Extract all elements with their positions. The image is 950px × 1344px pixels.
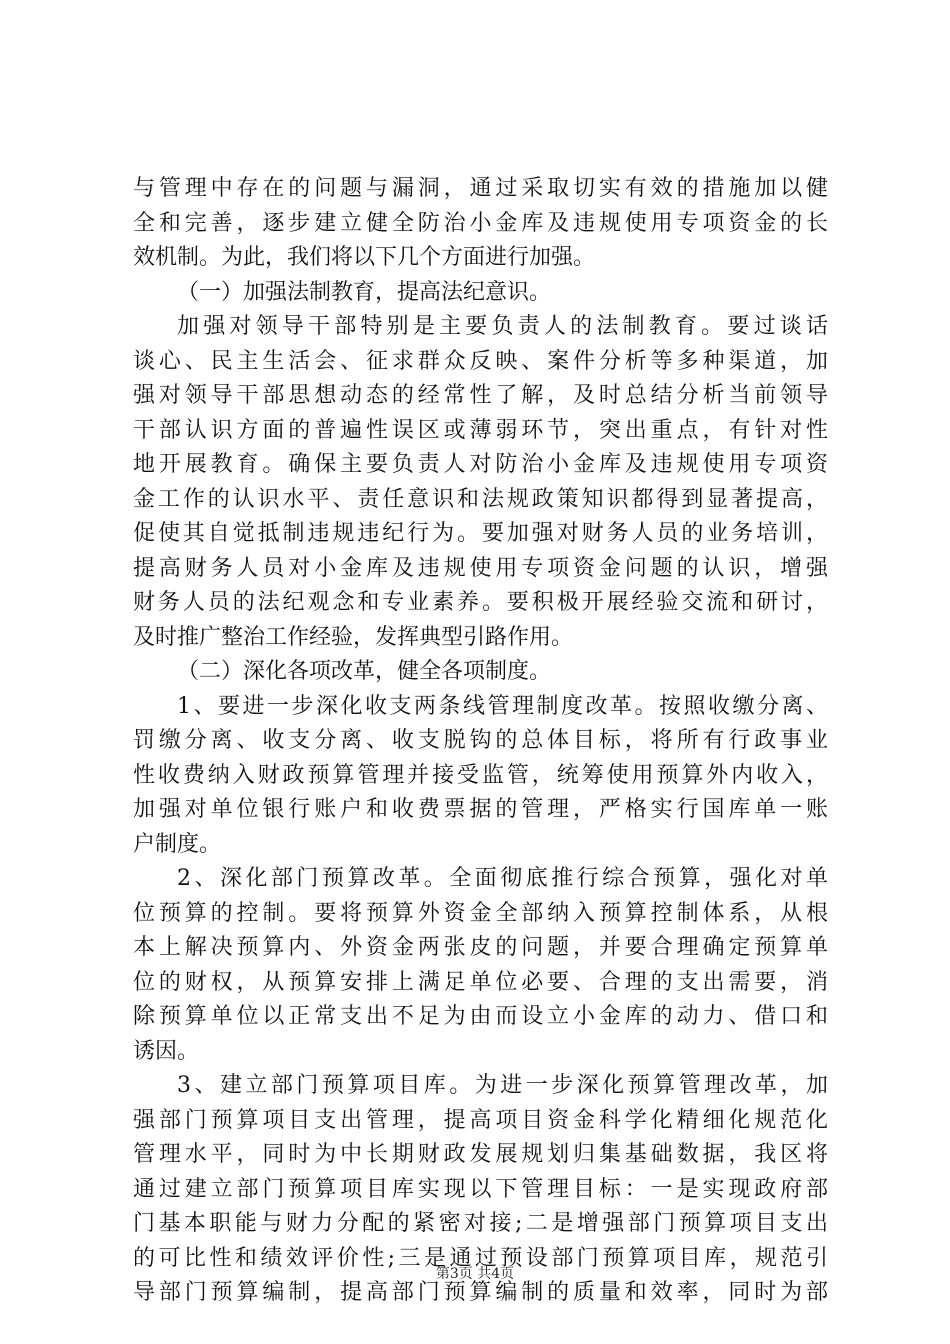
body-line: 性收费纳入财政预算管理并接受监管，统筹使用预算外内收入， (133, 762, 828, 788)
body-line: 通过建立部门预算项目库实现以下管理目标：一是实现政府部 (133, 1176, 828, 1202)
body-line: 强部门预算项目支出管理，提高项目资金科学化精细化规范化 (133, 1107, 828, 1133)
body-line: 户制度。 (133, 831, 222, 857)
body-line: 谈心、民主生活会、征求群众反映、案件分析等多种渠道，加 (133, 348, 828, 374)
page-footer (0, 1263, 950, 1283)
body-line: 的可比性和绩效评价性;三是通过预设部门预算项目库，规范引 (133, 1245, 828, 1271)
body-line: 1、要进一步深化收支两条线管理制度改革。按照收缴分离、 (177, 693, 828, 719)
page-number-label: 第3页 共4页 (435, 1266, 515, 1282)
body-line: 除预算单位以正常支出不足为由而设立小金库的动力、借口和 (133, 1004, 828, 1029)
body-line: 强对领导干部思想动态的经常性了解，及时总结分析当前领导 (133, 383, 828, 408)
body-line: 财务人员的法纪观念和专业素养。要积极开展经验交流和研讨， (133, 590, 828, 615)
body-line: 诱因。 (133, 1038, 200, 1064)
body-line: 全和完善，逐步建立健全防治小金库及违规使用专项资金的长 (133, 210, 828, 236)
body-line: 地开展教育。确保主要负责人对防治小金库及违规使用专项资 (133, 452, 828, 477)
body-line: 干部认识方面的普遍性误区或薄弱环节，突出重点，有针对性 (133, 417, 828, 443)
body-line: 导部门预算编制，提高部门预算编制的质量和效率，同时为部 (133, 1280, 828, 1305)
body-line: 加强对领导干部特别是主要负责人的法制教育。要过谈话 (177, 314, 828, 339)
body-line: 位预算的控制。要将预算外资金全部纳入预算控制体系，从根 (133, 900, 828, 926)
body-line: 2、深化部门预算改革。全面彻底推行综合预算，强化对单 (177, 866, 828, 891)
body-line: 位的财权，从预算安排上满足单位必要、合理的支出需要，消 (133, 969, 828, 995)
body-line: 罚缴分离、收支分离、收支脱钩的总体目标，将所有行政事业 (133, 728, 828, 753)
body-line: 本上解决预算内、外资金两张皮的问题，并要合理确定预算单 (133, 935, 828, 960)
body-line: 门基本职能与财力分配的紧密对接;二是增强部门预算项目支出 (133, 1211, 828, 1236)
body-line: 3、建立部门预算项目库。为进一步深化预算管理改革，加 (177, 1073, 828, 1098)
body-line: 提高财务人员对小金库及违规使用专项资金问题的认识，增强 (133, 555, 828, 581)
body-line: 加强对单位银行账户和收费票据的管理，严格实行国库单一账 (133, 797, 828, 822)
section-heading-2: （二）深化各项改革，健全各项制度。 (177, 659, 552, 684)
body-line: 金工作的认识水平、责任意识和法规政策知识都得到显著提高， (133, 486, 828, 512)
body-line: 管理水平，同时为中长期财政发展规划归集基础数据，我区将 (133, 1142, 828, 1167)
body-line: 促使其自觉抵制违规违纪行为。要加强对财务人员的业务培训， (133, 521, 828, 546)
document-body (133, 172, 828, 1311)
body-line: 与管理中存在的问题与漏洞，通过采取切实有效的措施加以健 (133, 176, 828, 201)
body-line: 及时推广整治工作经验，发挥典型引路作用。 (133, 624, 574, 650)
body-line: 效机制。为此，我们将以下几个方面进行加强。 (133, 245, 596, 270)
section-heading-1: （一）加强法制教育，提高法纪意识。 (177, 279, 552, 305)
